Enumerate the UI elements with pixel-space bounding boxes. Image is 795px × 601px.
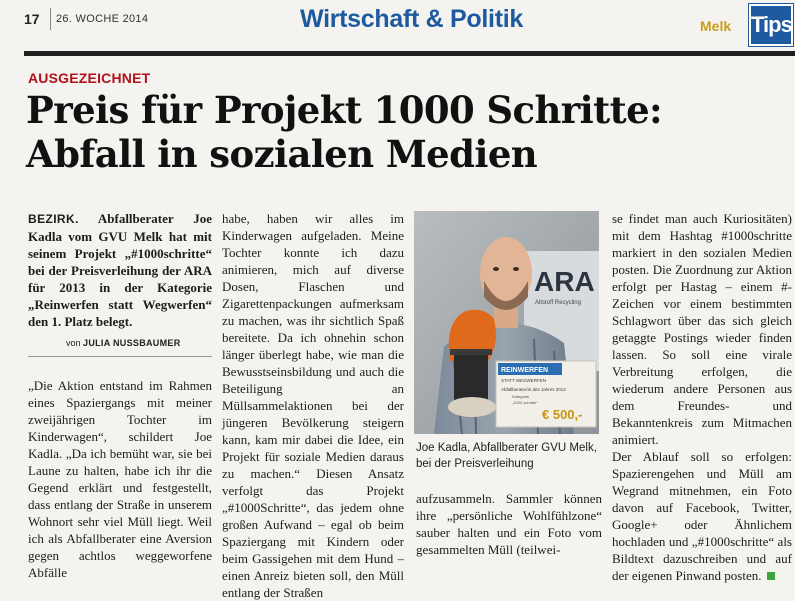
edition-label: 26. WOCHE 2014 bbox=[56, 13, 149, 25]
person-eye-left bbox=[493, 267, 499, 271]
headline-line-2: Abfall in sozialen Medien bbox=[26, 132, 538, 176]
header-divider bbox=[50, 8, 51, 30]
article-lead bbox=[28, 210, 212, 330]
ara-logo-text: ARA bbox=[534, 266, 595, 297]
person-eye-right bbox=[513, 267, 519, 271]
lead-text: Abfallberater Joe Kadla vom GVU Melk hat mit seinem Projekt „#1000schritte“ bei der Preisverleihung der ARA für 2013 in der Kategorie „Reinwerfen statt Wegwerfen“ den 1. Platz belegt. bbox=[28, 211, 212, 329]
tips-logo: Tips bbox=[749, 4, 793, 46]
region-label: Melk bbox=[700, 18, 732, 34]
byline-prefix: von bbox=[66, 338, 81, 348]
column-3-text: aufzusammeln. Sammler können ihre „persönliche Wohlfühlzone“ sauber halten und ein Foto vom gesammelten Müll (teilwei- bbox=[416, 491, 602, 557]
byline-author: JULIA NUSSBAUMER bbox=[83, 338, 181, 348]
certificate-banner-text: REINWERFEN bbox=[501, 367, 549, 374]
certificate-line-1: Kategorie bbox=[512, 394, 530, 399]
trophy-lid bbox=[450, 349, 492, 355]
column-2-text: habe, haben wir alles im Kinderwagen aufgeladen. Meine Tochter konnte ich dazu animieren, mich auf diverse Dosen, Flaschen und Zigarettenpackungen aufmerksam zu machen, was ihr sichtlich Spaß bereitete. Da ich ohnehin schon länger überlegt habe, wie man die Bewusstseinsbildung und auch die Beteiligung an Müllsammelaktionen bei der jüngeren Bevölkerung steigern kann, kam mir dabei die Idee, ein Projekt für soziale Medien daraus zu machen.“ Diesen Ansatz verfolgt das Projekt „#1000Schritte“, das jedem ohne großen Aufwand – egal ob beim Spaziergang mit Kindern oder beim Gassigehen mit dem Hund – einen Anreiz bieten soll, den Müll entlang der Straßen bbox=[222, 211, 404, 600]
caption-line-1: Joe Kadla, Abfallberater GVU Melk, bbox=[416, 442, 597, 454]
article-column-3 bbox=[416, 490, 602, 558]
section-title: Wirtschaft & Politik bbox=[300, 5, 523, 33]
column-4-text-2-body: Der Ablauf soll so erfolgen: Spazierengehen und Müll am Wegrand mitnehmen, ein Foto davon auf Facebook, Twitter, Google+ oder Ähnlichem hochladen und „#1000schritte“ als Bildtext dazuschreiben und auf der eigenen Pinwand posten. bbox=[612, 449, 792, 583]
header-rule bbox=[24, 51, 795, 56]
headline-line-1: Preis für Projekt 1000 Schritte: bbox=[26, 88, 663, 132]
byline bbox=[66, 338, 181, 348]
ara-subtitle: Altstoff Recycling bbox=[535, 300, 581, 306]
byline-divider bbox=[28, 356, 212, 357]
article-column-1 bbox=[28, 210, 212, 330]
certificate-amount: € 500,- bbox=[542, 407, 583, 422]
column-4-text-1: se findet man auch Kuriositäten) mit dem Hashtag #1000schritte markiert in den sozialen Medien posten. Die Zuordnung zur Aktion erfolgt per Hastag – einem #-Zeichen vor einem bestimmten Schlagwort über das sich gleich getaggte Postings wieder finden lassen. So soll eine virale Verbreitung erfolgen, die wiederum andere Personen aus dem Freundes- und Bekanntenkreis zum Mitmachen animiert. bbox=[612, 211, 792, 447]
caption-line-2: bei der Preisverleihung bbox=[416, 458, 534, 470]
person-hand bbox=[448, 397, 496, 417]
certificate-banner-sub: STATT WEGWERFEN bbox=[501, 378, 546, 383]
article-headline bbox=[26, 88, 791, 176]
article-column-1-body bbox=[28, 377, 212, 581]
article-column-2 bbox=[222, 210, 404, 601]
article-photo bbox=[414, 211, 599, 434]
article-column-4 bbox=[612, 210, 792, 584]
article-end-marker bbox=[767, 572, 775, 580]
photo-caption bbox=[416, 440, 606, 472]
article-kicker: AUSGEZEICHNET bbox=[28, 70, 151, 86]
award-photo-illustration bbox=[414, 211, 599, 434]
certificate-title: Abfallberater/in des Jahres 2013 bbox=[501, 387, 566, 392]
certificate-line-2: „1000 schritte“ bbox=[512, 400, 538, 405]
lead-place: BEZIRK. bbox=[28, 212, 79, 226]
column-1-text: „Die Aktion entstand im Rahmen eines Spaziergangs mit meiner zweijährigen Tochter im Kinderwagen“, schildert Joe Kadla. „Da ich bemüht war, sie bei Laune zu halten, habe ich ihr die Gegend erklärt und festgestellt, dass entlang der Straße in unserem Wohnort sehr viel Müll liegt. Weil ich als Abfallberater eine Aversion gegen achtlos weggeworfene Abfälle bbox=[28, 378, 212, 580]
page-number: 17 bbox=[24, 11, 40, 27]
column-4-text-2 bbox=[612, 448, 792, 584]
